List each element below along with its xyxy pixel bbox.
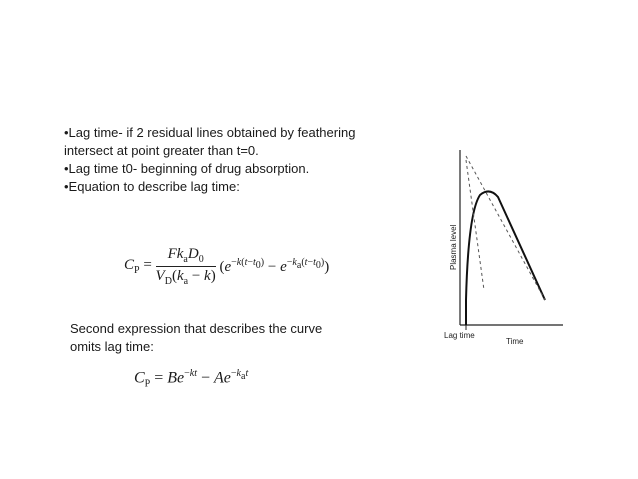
lag-time-equation: $C_P$ = $\frac{Fk_aD_0}{V_D(k_a - k)}$ $(e^{-k(t-t_0)} - e^{-k_a(t-t_0)})$ (124, 246, 330, 287)
elimination-extrapolation-line (466, 156, 545, 300)
lag-time-graph (418, 140, 568, 355)
bullet-lag-definition: •Lag time- if 2 residual lines obtained by feathering intersect at point greater than t=0. (64, 125, 356, 158)
y-axis-label: Plasma level (449, 224, 458, 270)
residual-line (466, 160, 484, 290)
bullet-t0-definition: •Lag time t0- beginning of drug absorption. (64, 161, 310, 176)
bullet-list (64, 124, 364, 196)
x-axis-label: Time (506, 337, 524, 346)
lag-time-label: Lag time (444, 331, 475, 340)
second-expression-text: Second expression that describes the curve omits lag time: (70, 321, 323, 354)
no-lag-equation: $C_P = Be^{-kt} - Ae^{-k_at}$ (134, 368, 249, 390)
bullet-equation-intro: •Equation to describe lag time: (64, 179, 240, 194)
plasma-curve (466, 191, 545, 325)
